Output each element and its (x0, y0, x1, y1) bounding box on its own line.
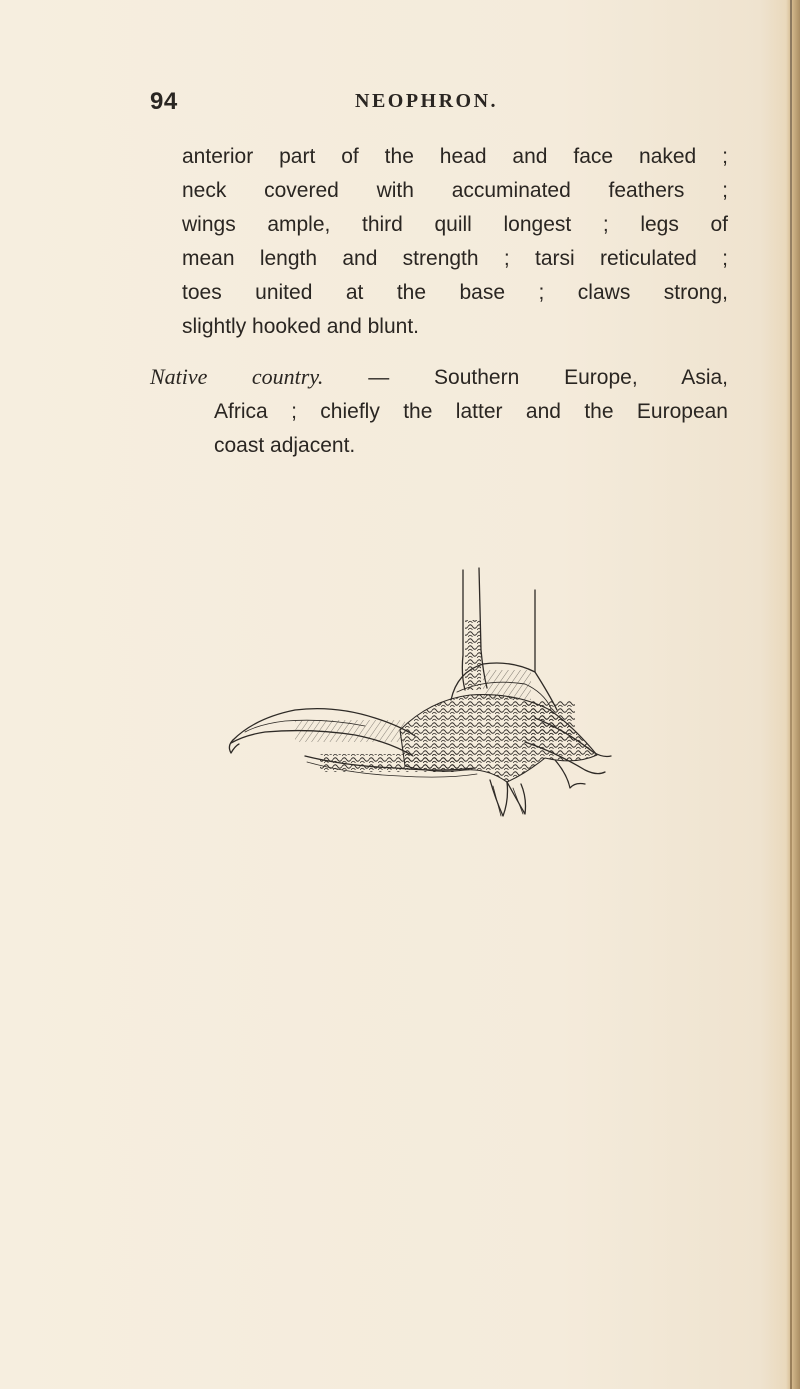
description-line: mean length and strength ; tarsi reticulated ; (182, 247, 728, 270)
description-line: slightly hooked and blunt. (182, 315, 419, 338)
native-country-label: Native country. (150, 364, 324, 389)
native-country-text: Southern Europe, Asia, (434, 366, 728, 389)
native-country-paragraph (150, 360, 728, 463)
description-line: toes united at the base ; claws strong, (182, 281, 728, 304)
native-country-dash: — (323, 366, 435, 389)
running-head (150, 88, 730, 118)
bird-foot-engraving-icon (225, 560, 615, 825)
page-edge-line (790, 0, 792, 1389)
description-line: anterior part of the head and face naked ; (182, 145, 728, 168)
native-country-line: coast adjacent. (214, 434, 356, 457)
native-country-line: Africa ; chiefly the latter and the European (214, 400, 728, 423)
description-line: wings ample, third quill longest ; legs of (182, 213, 728, 236)
page-number: 94 (150, 88, 178, 115)
native-country-line (150, 360, 728, 395)
running-head-title: NEOPHRON. (355, 90, 499, 112)
description-paragraph (150, 140, 728, 344)
page-edge-shadow (786, 0, 800, 1389)
description-line: neck covered with accuminated feathers ; (182, 179, 728, 202)
